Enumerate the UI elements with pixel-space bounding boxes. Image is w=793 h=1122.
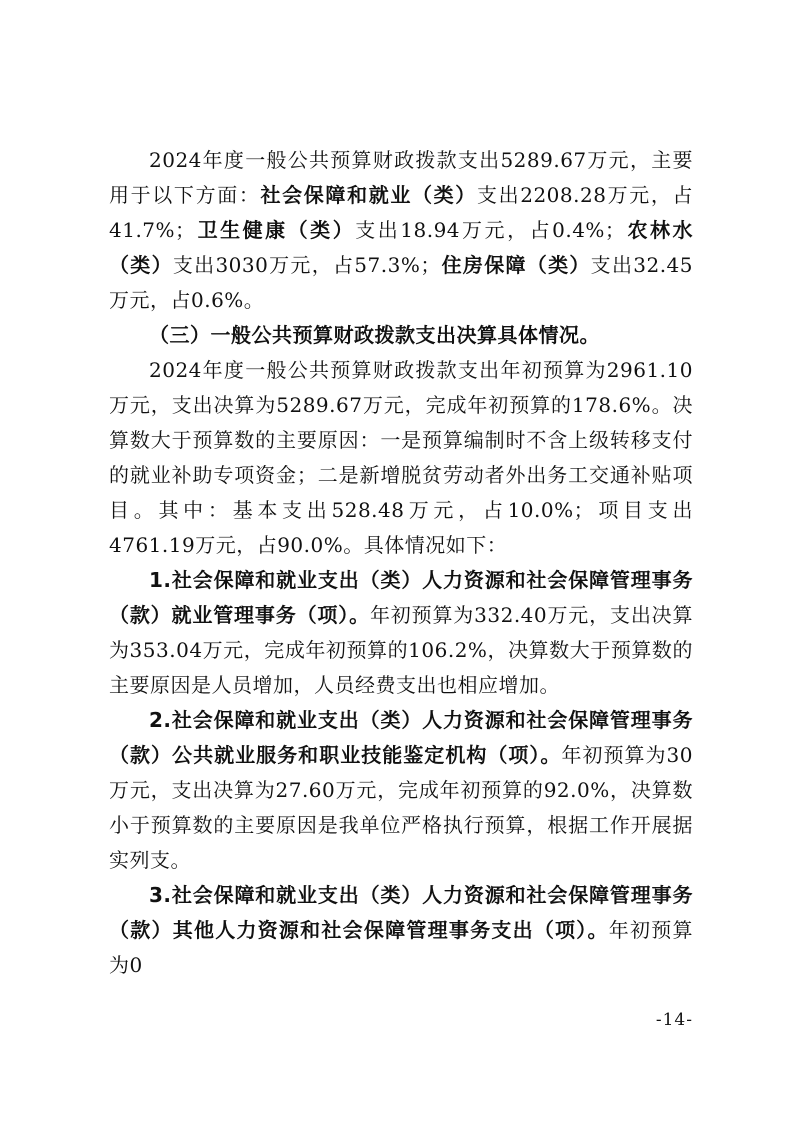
category-housing: 住房保障（类） bbox=[440, 253, 591, 277]
paragraph-expenditure-summary bbox=[109, 143, 693, 318]
text-segment: 支出18.94万元，占0.4%； bbox=[355, 218, 626, 242]
item-3-body: 年初预算为0 bbox=[109, 918, 694, 977]
document-body bbox=[109, 143, 693, 983]
text-segment: 支出3030万元，占57.3%； bbox=[172, 253, 441, 277]
text-segment: 2024年度一般公共预算财政拨款支出年初预算为2961.10万元，支出决算为5289.67万元，完成年初预算的178.6%。决算数大于预算数的主要原因：一是预算编制时不含上级转移支付的就业补助专项资金；二是新增脱贫劳动者外出务工交通补贴项目。其中：基本支出528.48万元，占10.0%；项目支出4761.19万元，占90.0%。具体情况如下： bbox=[109, 358, 693, 557]
section-heading bbox=[109, 318, 693, 353]
category-agriculture: 农林水（类） bbox=[109, 218, 694, 277]
item-2-body: 年初预算为30万元，支出决算为27.60万元，完成年初预算的92.0%，决算数小于预算数的主要原因是我单位严格执行预算，根据工作开展据实列支。 bbox=[109, 743, 694, 872]
paragraph-item-3 bbox=[109, 878, 693, 983]
category-health: 卫生健康（类） bbox=[195, 218, 356, 242]
section-heading-text: （三）一般公共预算财政拨款支出决算具体情况。 bbox=[149, 323, 600, 347]
page-number: -14- bbox=[655, 1010, 693, 1030]
item-2-title: 2.社会保障和就业支出（类）人力资源和社会保障管理事务（款）公共就业服务和职业技能鉴定机构（项）。 bbox=[109, 708, 693, 767]
paragraph-item-1 bbox=[109, 563, 693, 703]
item-3-title: 3.社会保障和就业支出（类）人力资源和社会保障管理事务（款）其他人力资源和社会保障管理事务支出（项）。 bbox=[109, 883, 693, 942]
category-social-security: 社会保障和就业（类） bbox=[260, 183, 477, 207]
text-segment: 支出2208.28万元，占41.7%； bbox=[109, 183, 693, 242]
text-segment: 支出32.45万元，占0.6%。 bbox=[109, 253, 694, 312]
item-1-title: 1.社会保障和就业支出（类）人力资源和社会保障管理事务（款）就业管理事务（项）。 bbox=[109, 568, 693, 627]
item-1-body: 年初预算为332.40万元，支出决算为353.04万元，完成年初预算的106.2%，决算数大于预算数的主要原因是人员增加，人员经费支出也相应增加。 bbox=[109, 603, 694, 697]
paragraph-item-2 bbox=[109, 703, 693, 878]
paragraph-budget-overview bbox=[109, 353, 693, 563]
text-segment: 2024年度一般公共预算财政拨款支出5289.67万元，主要用于以下方面： bbox=[109, 148, 693, 207]
